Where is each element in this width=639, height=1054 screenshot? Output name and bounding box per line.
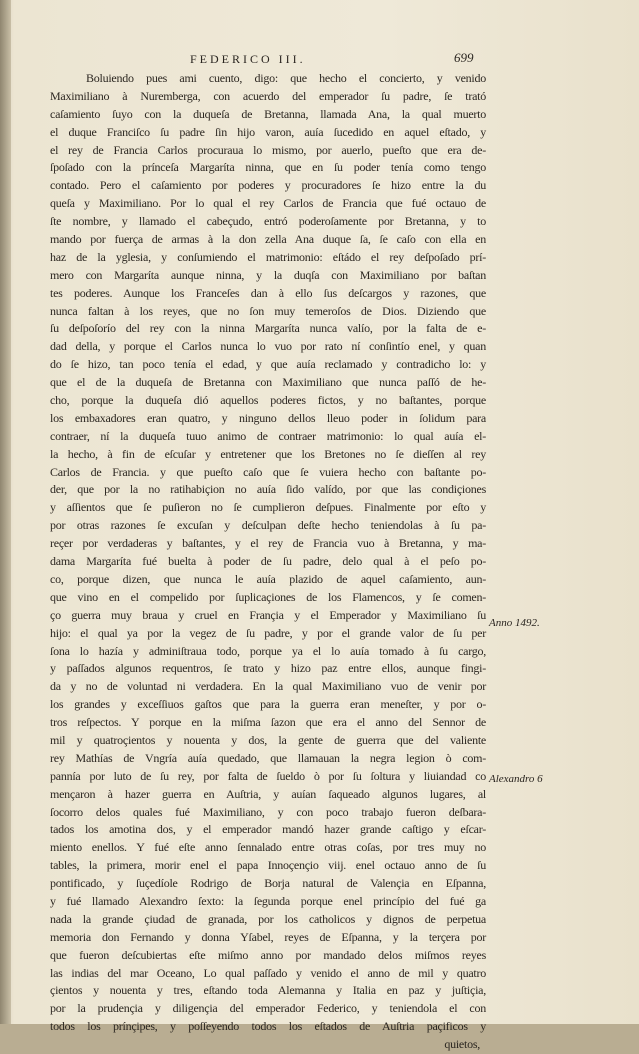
text-line: que el de la duqueſa de Bretanna con Maximiliano que nunca paſſó de he- <box>50 375 486 390</box>
text-line: mençaron à hazer guerra en Auſtria, y auían ſaqueado algunos lugares, al <box>50 786 486 801</box>
text-line: der, que por la no ratihabiçion no auía ſido valído, por que las condiçiones <box>50 482 486 497</box>
text-line: el rey de Francia Carlos procuraua lo mismo, por auerlo, pueſto que era de- <box>50 142 486 157</box>
text-line: tros reſpectos. Y porque en la miſma ſazon que era el anno del Sennor de <box>50 715 486 730</box>
text-line: dad della, y porque el Carlos nunca lo vuo por rato ní conſintío enel, y quan <box>50 339 486 354</box>
text-line: ſte nombre, y llamado el cabeçudo, entró poderoſamente por Bretanna, y to <box>50 214 486 229</box>
text-line: quietos, <box>444 1037 480 1052</box>
text-line: pannía por luto de ſu rey, por falta de ſueldo ò por ſu ſoltura y liuiandad co <box>50 768 486 783</box>
text-line: por la prudençia y diligençia del emperador Federico, y teniendola el con <box>50 1001 486 1016</box>
text-line: contado. Pero el caſamiento por poderes y procuradores ſe hizo entre la du <box>50 178 486 193</box>
text-line: reçer por verdaderas y baſtantes, y el rey de Francia vuo à Bretanna, y ma- <box>50 536 486 551</box>
text-line: tes poderes. Aunque los Franceſes dan à ello ſus deſcargos y razones, que <box>50 285 486 300</box>
text-line: contraer, ní la duqueſa tuuo animo de contraer matrimonio: lo qual auía el- <box>50 428 486 443</box>
text-line: ſpoſado con la prínceſa Margaríta ninna, que en ſu poder tenía como tengo <box>50 160 486 175</box>
running-title: FEDERICO III. <box>190 52 306 66</box>
text-line: mil y quatroçientos y nouenta y dos, la gente de guerra que del valiente <box>50 732 486 747</box>
text-line: Maximiliano à Nuremberga, con acuerdo del emperador ſu padre, ſe trató <box>50 88 486 103</box>
text-line: da y no de voluntad ni verdadera. En la qual Maximiliano vuo de venir por <box>50 679 486 694</box>
text-line: que fueron deſcubiertas eſte miſmo anno por mandado delos miſmos reyes <box>50 947 486 962</box>
text-line: do ſe hizo, tan poco tenía el edad, y que auía reclamado y contradicho lo: y <box>50 357 486 372</box>
text-line: mando por fuerça de armas à la don zella Ana duque ſa, ſe caſo con ella en <box>50 232 486 247</box>
text-line: tables, la primera, morir enel el papa Innoçençio viij. enel octauo anno de ſu <box>50 858 486 873</box>
text-line: y aſſientos que ſe puſieron no ſe cumplieron deſpues. Finalmente por eſto y <box>50 500 486 515</box>
book-spine <box>0 0 11 1024</box>
text-line: nunca faltan à los reyes, que no ſon muy temeroſos de Dios. Diziendo que <box>50 303 486 318</box>
text-line: por otras razones ſe excuſan y deſculpan deſte hecho teniendolas à ſu pa- <box>50 518 486 533</box>
text-line: queſa y Maximiliano. Por lo qual el rey Carlos de Francia que fué octauo de <box>50 196 486 211</box>
text-line: pontificado, y ſuçedíole Rodrigo de Borja natural de Valençia en Eſpanna, <box>50 876 486 891</box>
text-line: que vino en el compelido por ſuplicaçiones de los Flamencos, y ſe comen- <box>50 589 486 604</box>
text-line: caſamiento ſuyo con la duqueſa de Bretanna, llamada Ana, la qual muerto <box>50 106 486 121</box>
text-line: ſocorro delos quales fué Maximiliano, y con poco trabajo fueron deſbara- <box>50 804 486 819</box>
text-line: todos los prínçipes, y poſſeyendo todos los eſtados de Auſtria paçificos y <box>50 1019 486 1034</box>
text-line: memoria don Fernando y donna Yſabel, reyes de Eſpanna, y la terçera por <box>50 929 486 944</box>
text-line: çientos y nouenta y tres, eſtando toda Alemanna y Italia en paz y juſtiçia, <box>50 983 486 998</box>
body-text <box>50 70 486 1054</box>
text-line: ſona lo hazía y adminiſtraua todo, porque ya el lo auía tomado à ſu cargo, <box>50 643 486 658</box>
text-line: miento enellos. Y fué eſte anno ſennalado entre otras coſas, por tres muy no <box>50 840 486 855</box>
text-line: co, porque dizen, que nunca le auía plazido de aquel caſamiento, aun- <box>50 571 486 586</box>
text-line: los grandes y exceſſiuos gaſtos que para la guerra eran meneſter, y por o- <box>50 697 486 712</box>
text-line: mero con Margaríta aunque ninna, y la duqſa con Maximiliano por baſtan <box>50 267 486 282</box>
text-line: tados los amotina dos, y el emperador mandó hazer grande caſtigo y eſcar- <box>50 822 486 837</box>
text-line: los embaxadores eran quatro, y ninguno dellos lleuo poder in ſolidum para <box>50 410 486 425</box>
text-line: y paſſados algunos requentros, ſe trato y hizo paz entre ellos, aunque fingi- <box>50 661 486 676</box>
text-line: ço guerra muy braua y cruel en Françia y el Emperador y Maximiliano ſu <box>50 607 486 622</box>
text-line: la hecho, à fin de eſcuſar y entretener que los Bretones no ſe dieſſen al rey <box>50 446 486 461</box>
text-line: rey Mathías de Vngría auía quedado, que llamauan la negra legion ò com- <box>50 750 486 765</box>
text-line: ſu deſpoſorío del rey con la ninna Margaríta nunca valío, por la falta de e- <box>50 321 486 336</box>
margin-note-pope: Alexandro 6 <box>489 773 543 785</box>
text-line: el duque Franciſco ſu padre ſin hijo varon, auía ſucedido en aquel eſtado, y <box>50 124 486 139</box>
text-line: dama Margaríta fué buelta à poder de ſu padre, delo qual à el peſo po- <box>50 554 486 569</box>
page-number: 699 <box>454 50 474 65</box>
text-line: las indias del mar Oceano, Lo qual paſſado y venido el anno de mil y quatro <box>50 965 486 980</box>
margin-note-year: Anno 1492. <box>489 617 540 629</box>
text-line: hijo: el qual ya por la vegez de ſu padre, y por el grande valor de ſu per <box>50 625 486 640</box>
text-line: Boluiendo pues ami cuento, digo: que hecho el concierto, y venido <box>86 71 486 85</box>
text-line: haz de la yglesia, y conſumiendo el matrimonio: eſtádo el rey deſpoſado prí- <box>50 249 486 264</box>
text-line: y fué llamado Alexandro ſexto: la ſegunda porque enel princípio del fué ga <box>50 893 486 908</box>
text-line: Carlos de Francia. y que pueſto caſo que ſe vuiera hecho con baſtante po- <box>50 464 486 479</box>
text-line: cho, porque la duqueſa dió aquellos poderes fictos, y no baſtantes, porque <box>50 393 486 408</box>
text-line: nada la grande çiudad de granada, por los catholicos y dignos de perpetua <box>50 911 486 926</box>
